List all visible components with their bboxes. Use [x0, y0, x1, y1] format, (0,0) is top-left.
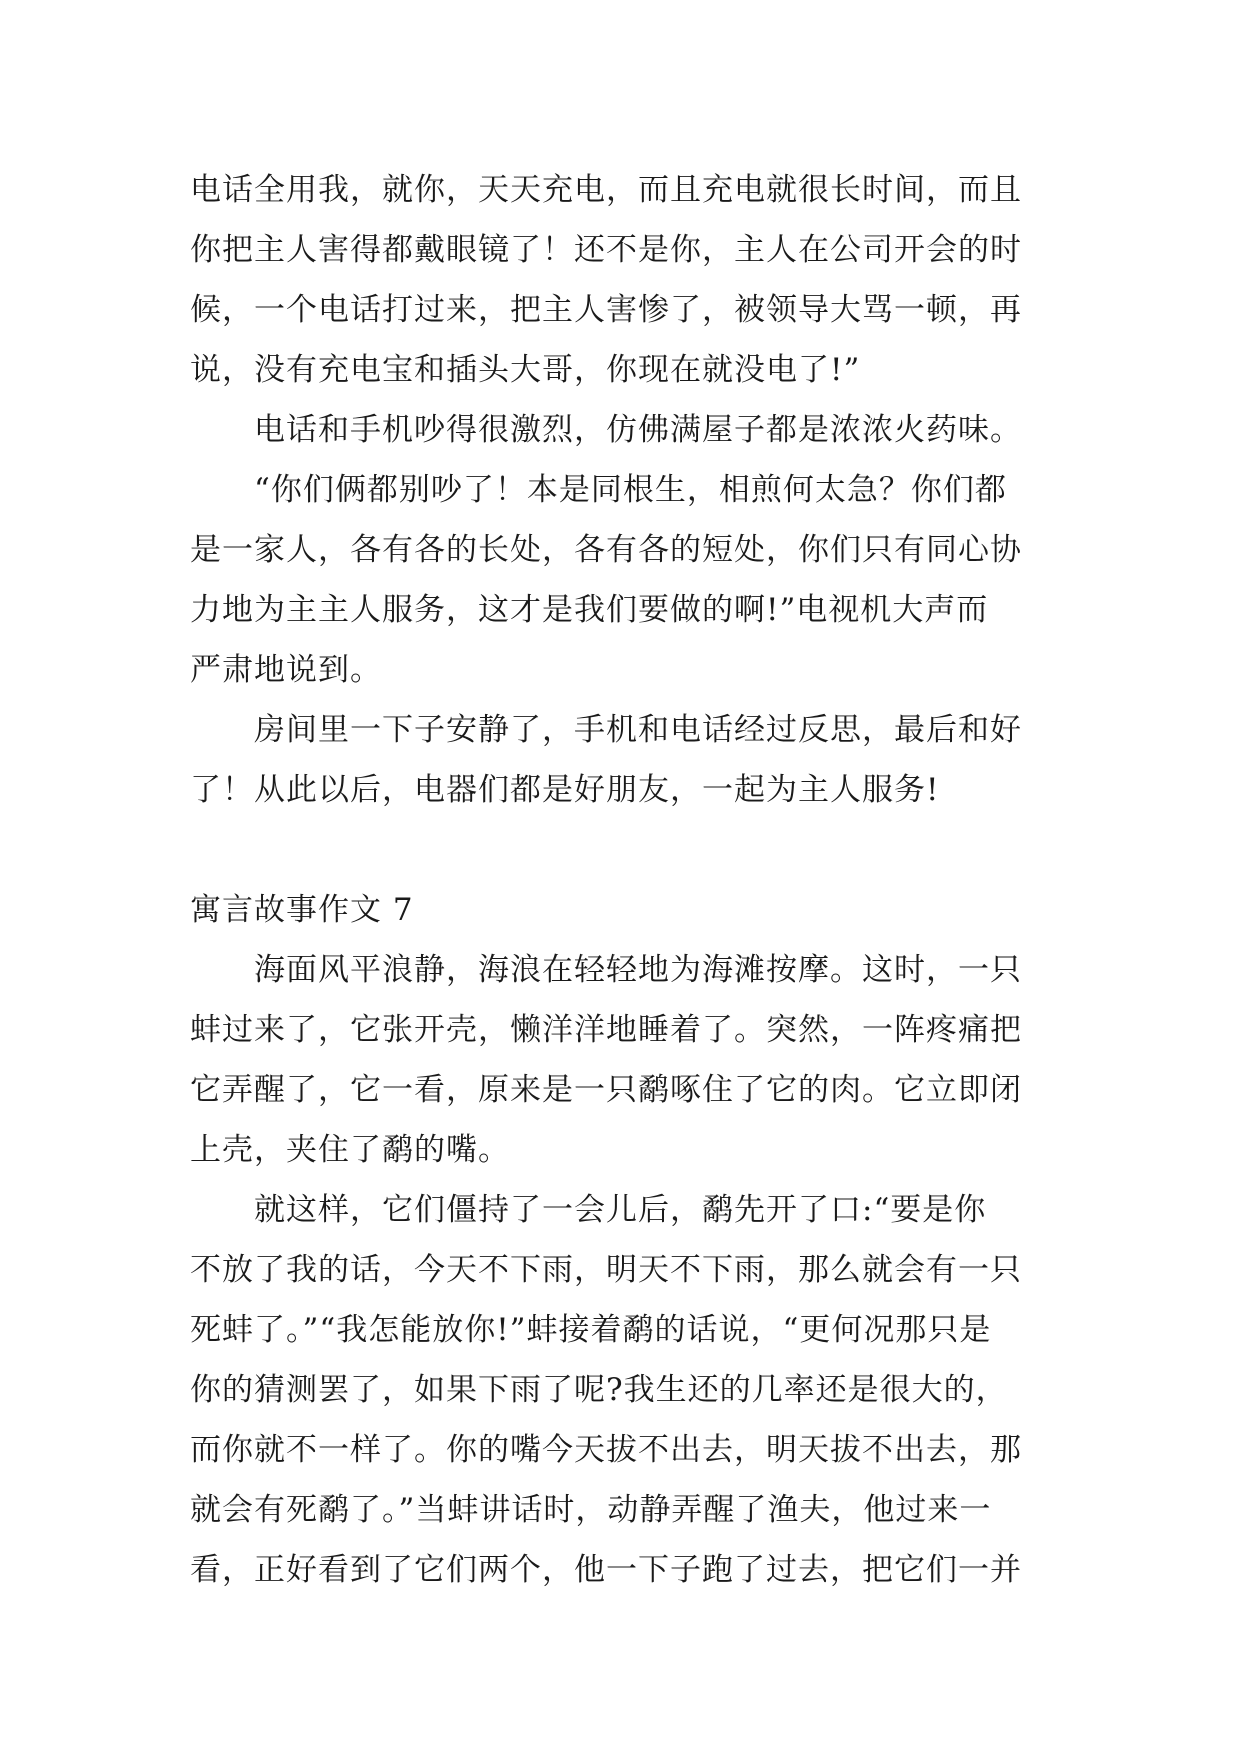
text-line: 它弄醒了，它一看，原来是一只鹬啄住了它的肉。它立即闭	[190, 1072, 1022, 1108]
paragraph	[190, 160, 1050, 400]
text-line: 海面风平浪静，海浪在轻轻地为海滩按摩。这时，一只	[254, 952, 1022, 988]
text-line: 不放了我的话，今天不下雨，明天不下雨，那么就会有一只	[190, 1252, 1022, 1288]
text-line: 死蚌了。”“我怎能放你!”蚌接着鹬的话说，“更何况那只是	[190, 1312, 992, 1348]
text-line: 上壳，夹住了鹬的嘴。	[190, 1132, 510, 1168]
text-line: 你的猜测罢了，如果下雨了呢?我生还的几率还是很大的，	[190, 1372, 1008, 1408]
section-heading: 寓言故事作文 7	[190, 892, 414, 928]
text-line: 说，没有充电宝和插头大哥，你现在就没电了!”	[190, 352, 861, 388]
text-line: 你把主人害得都戴眼镜了！还不是你，主人在公司开会的时	[190, 232, 1022, 268]
text-line: 电话全用我，就你，天天充电，而且充电就很长时间，而且	[190, 172, 1022, 208]
text-line: 而你就不一样了。你的嘴今天拔不出去，明天拔不出去，那	[190, 1432, 1022, 1468]
paragraph	[190, 1180, 1050, 1600]
text-line: “你们俩都别吵了！本是同根生，相煎何太急？你们都	[254, 472, 1007, 508]
text-line: 就会有死鹬了。”当蚌讲话时，动静弄醒了渔夫，他过来一	[190, 1492, 992, 1528]
text-line: 电话和手机吵得很激烈，仿佛满屋子都是浓浓火药味。	[254, 412, 1022, 448]
paragraph	[190, 940, 1050, 1180]
paragraph	[190, 460, 1050, 700]
text-line: 力地为主主人服务，这才是我们要做的啊!”电视机大声而	[190, 592, 989, 628]
text-line: 就这样，它们僵持了一会儿后，鹬先开了口:“要是你	[254, 1192, 987, 1228]
text-line: 严肃地说到。	[190, 652, 382, 688]
text-line: 了！从此以后，电器们都是好朋友，一起为主人服务!	[190, 772, 940, 808]
paragraph	[190, 700, 1050, 820]
text-line: 房间里一下子安静了，手机和电话经过反思，最后和好	[254, 712, 1022, 748]
paragraph	[190, 400, 1050, 460]
document-page	[190, 160, 1050, 1600]
text-line: 看，正好看到了它们两个，他一下子跑了过去，把它们一并	[190, 1552, 1022, 1588]
text-line: 候，一个电话打过来，把主人害惨了，被领导大骂一顿，再	[190, 292, 1022, 328]
text-line: 是一家人，各有各的长处，各有各的短处，你们只有同心协	[190, 532, 1022, 568]
section-gap	[190, 820, 1050, 880]
text-line: 蚌过来了，它张开壳，懒洋洋地睡着了。突然，一阵疼痛把	[190, 1012, 1022, 1048]
